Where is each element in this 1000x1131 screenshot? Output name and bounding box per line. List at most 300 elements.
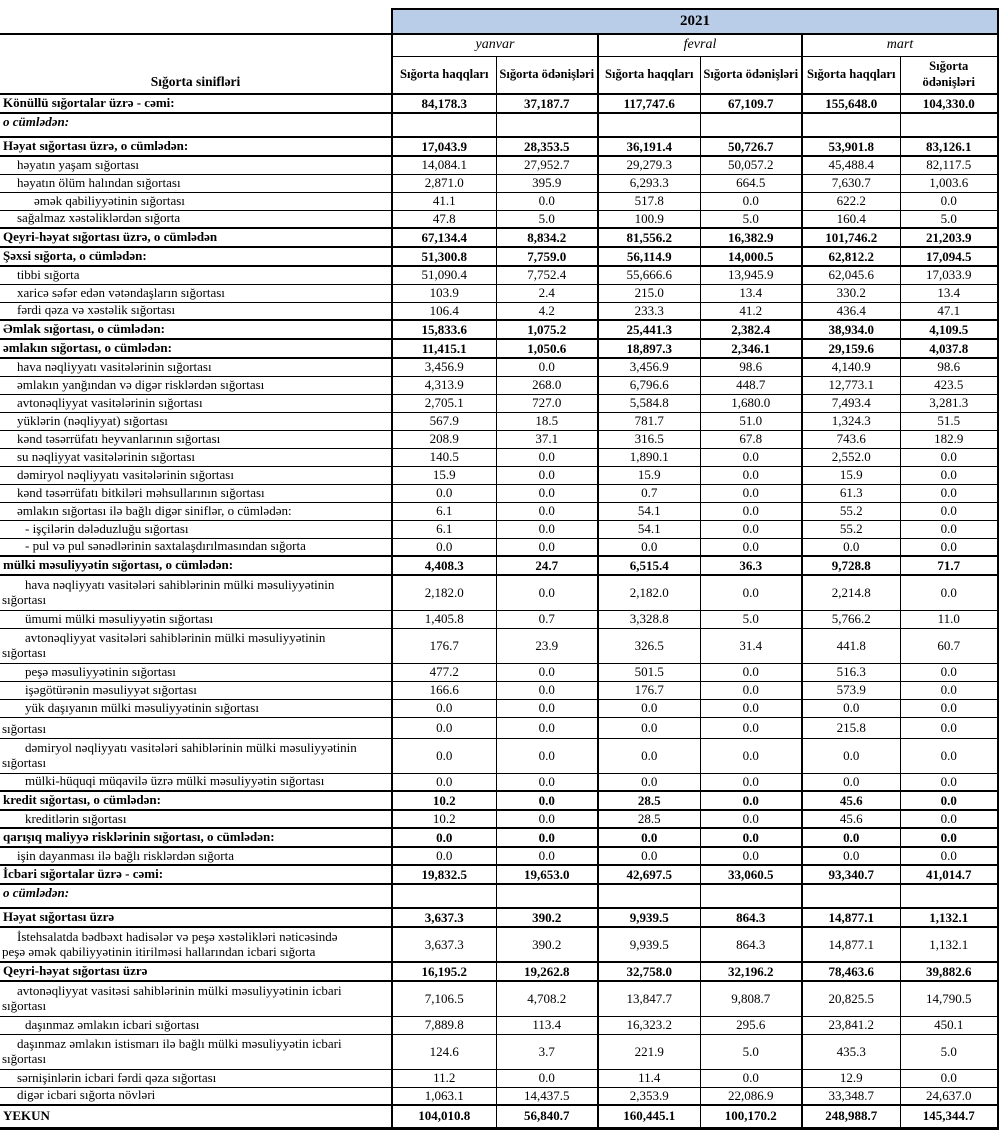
value-cell: 0.0 — [392, 699, 496, 717]
value-cell — [802, 884, 900, 908]
value-cell: 0.0 — [900, 681, 998, 699]
value-cell: 0.0 — [700, 828, 802, 847]
value-cell: 55.2 — [802, 520, 900, 538]
value-cell: 3,328.8 — [598, 610, 700, 628]
value-cell: 4,708.2 — [496, 981, 598, 1016]
value-cell: 0.0 — [598, 538, 700, 556]
table-row — [0, 610, 998, 628]
row-label — [0, 466, 392, 484]
value-cell — [802, 113, 900, 137]
row-label — [0, 430, 392, 448]
value-cell: 0.0 — [496, 1069, 598, 1087]
value-cell: 21,203.9 — [900, 228, 998, 247]
row-label-line2: sığortası — [2, 998, 47, 1013]
value-cell: 83,126.1 — [900, 137, 998, 156]
row-label-line2: peşə əmək qabiliyyətinin itirilməsi hallarından icbari sığorta — [2, 944, 316, 959]
value-cell: 160,445.1 — [598, 1105, 700, 1128]
value-cell: 0.0 — [598, 699, 700, 717]
value-cell: 0.0 — [700, 575, 802, 610]
value-cell: 5.0 — [700, 210, 802, 228]
table-row — [0, 1069, 998, 1087]
row-label — [0, 156, 392, 174]
value-cell: 13.4 — [700, 284, 802, 302]
table-row — [0, 1016, 998, 1034]
value-cell: 20,825.5 — [802, 981, 900, 1016]
insurance-statistics-table — [0, 8, 999, 1130]
value-cell: 0.0 — [700, 502, 802, 520]
row-label — [0, 810, 392, 828]
table-row — [0, 681, 998, 699]
table-row — [0, 339, 998, 358]
value-cell: 10.2 — [392, 791, 496, 810]
row-label-line1: dəmiryol nəqliyyatı vasitələri sahiblərinin mülki məsuliyyətinin — [25, 740, 357, 755]
value-cell: 0.0 — [496, 847, 598, 865]
value-cell: 567.9 — [392, 412, 496, 430]
value-cell: 2,552.0 — [802, 448, 900, 466]
value-cell: 221.9 — [598, 1034, 700, 1069]
value-cell: 14,437.5 — [496, 1087, 598, 1105]
row-label-line1: mülki məsuliyyətin sığortası, o cümlədən: — [3, 558, 234, 573]
value-cell: 140.5 — [392, 448, 496, 466]
value-cell: 12,773.1 — [802, 376, 900, 394]
value-cell: 10.2 — [392, 810, 496, 828]
value-cell: 38,934.0 — [802, 320, 900, 339]
value-cell: 3,456.9 — [598, 358, 700, 376]
row-label-line1: əmlakın sığortası ilə bağlı digər siniflər, o cümlədən: — [17, 503, 292, 518]
value-cell: 0.0 — [700, 791, 802, 810]
value-cell: 0.0 — [598, 738, 700, 773]
value-cell: 17,043.9 — [392, 137, 496, 156]
row-label — [0, 575, 392, 610]
value-cell: 573.9 — [802, 681, 900, 699]
value-cell — [700, 884, 802, 908]
value-cell: 0.0 — [900, 828, 998, 847]
table-row — [0, 113, 998, 137]
value-cell: 103.9 — [392, 284, 496, 302]
value-cell — [598, 113, 700, 137]
value-cell: 16,382.9 — [700, 228, 802, 247]
value-cell — [700, 113, 802, 137]
row-label-line1: kənd təsərrüfatı heyvanlarının sığortası — [17, 431, 221, 446]
value-cell: 16,323.2 — [598, 1016, 700, 1034]
month-header-yanvar: yanvar — [392, 34, 598, 56]
table-row — [0, 302, 998, 320]
value-cell: 326.5 — [598, 628, 700, 663]
row-label-line1: Könüllü sığortalar üzrə - cəmi: — [3, 96, 175, 111]
value-cell: 4.2 — [496, 302, 598, 320]
row-label — [0, 502, 392, 520]
row-label-line1: həyatın ölüm halından sığortası — [17, 175, 181, 190]
value-cell: 14,877.1 — [802, 927, 900, 962]
row-label-line1: işəgötürənin məsuliyyət sığortası — [25, 682, 197, 697]
table-row — [0, 210, 998, 228]
row-label — [0, 927, 392, 962]
value-cell: 22,086.9 — [700, 1087, 802, 1105]
value-cell: 0.0 — [700, 520, 802, 538]
value-cell: 215.8 — [802, 717, 900, 738]
value-cell: 14,877.1 — [802, 908, 900, 927]
table-row — [0, 266, 998, 284]
value-cell: 4,037.8 — [900, 339, 998, 358]
value-cell: 0.0 — [900, 466, 998, 484]
row-label — [0, 520, 392, 538]
value-cell: 27,952.7 — [496, 156, 598, 174]
value-cell: 14,790.5 — [900, 981, 998, 1016]
row-label — [0, 791, 392, 810]
month-row — [0, 34, 998, 56]
value-cell: 14,000.5 — [700, 247, 802, 266]
value-cell: 3.7 — [496, 1034, 598, 1069]
value-cell: 0.0 — [900, 663, 998, 681]
value-cell: 448.7 — [700, 376, 802, 394]
value-cell: 0.0 — [496, 484, 598, 502]
row-label-line2: sığortası — [2, 721, 47, 736]
value-cell: 28.5 — [598, 810, 700, 828]
value-cell: 7,493.4 — [802, 394, 900, 412]
row-label-line1: YEKUN — [3, 1108, 50, 1123]
table-row — [0, 865, 998, 884]
value-cell: 7,106.5 — [392, 981, 496, 1016]
value-cell: 2,353.9 — [598, 1087, 700, 1105]
value-cell: 0.0 — [598, 828, 700, 847]
value-cell: 45.6 — [802, 810, 900, 828]
value-cell: 0.0 — [496, 538, 598, 556]
value-cell: 0.0 — [392, 738, 496, 773]
value-cell: 208.9 — [392, 430, 496, 448]
value-cell: 9,808.7 — [700, 981, 802, 1016]
row-label-line2: sığortası — [2, 755, 47, 770]
value-cell: 0.0 — [496, 681, 598, 699]
table-row — [0, 628, 998, 663]
value-cell: 6,515.4 — [598, 556, 700, 575]
value-cell: 0.0 — [700, 466, 802, 484]
row-label-line1: Qeyri-həyat sığortası üzrə — [3, 964, 148, 979]
row-label — [0, 192, 392, 210]
value-cell: 0.0 — [802, 773, 900, 791]
table-row — [0, 466, 998, 484]
row-label — [0, 717, 392, 738]
value-cell: 6,796.6 — [598, 376, 700, 394]
value-cell: 477.2 — [392, 663, 496, 681]
row-label-line1: İcbari sığortalar üzrə - cəmi: — [3, 867, 164, 882]
value-cell: 106.4 — [392, 302, 496, 320]
value-cell: 4,408.3 — [392, 556, 496, 575]
table-header — [0, 9, 998, 94]
value-cell: 316.5 — [598, 430, 700, 448]
value-cell: 0.0 — [700, 681, 802, 699]
value-cell: 0.0 — [802, 847, 900, 865]
value-cell: 0.0 — [700, 773, 802, 791]
value-cell: 8,834.2 — [496, 228, 598, 247]
table-row — [0, 228, 998, 247]
value-cell: 7,630.7 — [802, 174, 900, 192]
table-row — [0, 284, 998, 302]
value-cell: 71.7 — [900, 556, 998, 575]
table-row — [0, 908, 998, 927]
row-label — [0, 981, 392, 1016]
value-cell: 55.2 — [802, 502, 900, 520]
value-cell: 864.3 — [700, 927, 802, 962]
value-cell: 6,293.3 — [598, 174, 700, 192]
value-cell: 67,109.7 — [700, 94, 802, 113]
value-cell: 2,346.1 — [700, 339, 802, 358]
value-cell: 51.0 — [700, 412, 802, 430]
value-cell: 37.1 — [496, 430, 598, 448]
value-cell: 36.3 — [700, 556, 802, 575]
row-label-line1: hava nəqliyyatı vasitələrinin sığortası — [17, 359, 212, 374]
value-cell: 51,300.8 — [392, 247, 496, 266]
value-cell: 32,758.0 — [598, 962, 700, 981]
row-label-line1: fərdi qəza və xəstəlik sığortası — [17, 303, 176, 318]
value-cell: 0.0 — [496, 192, 598, 210]
value-cell: 0.0 — [700, 699, 802, 717]
value-cell: 0.0 — [802, 699, 900, 717]
row-label — [0, 738, 392, 773]
row-label — [0, 1087, 392, 1105]
value-cell: 622.2 — [802, 192, 900, 210]
row-label — [0, 538, 392, 556]
value-cell: 60.7 — [900, 628, 998, 663]
value-cell — [496, 884, 598, 908]
row-label — [0, 320, 392, 339]
value-cell: 2,382.4 — [700, 320, 802, 339]
value-cell: 3,281.3 — [900, 394, 998, 412]
col-header-payment-mart: Sığorta ödənişləri — [900, 56, 998, 94]
value-cell: 5.0 — [700, 610, 802, 628]
table-row — [0, 981, 998, 1016]
row-label-line1: digər icbari sığorta növləri — [17, 1088, 156, 1103]
value-cell: 54.1 — [598, 502, 700, 520]
row-label-line1: Həyat sığortası üzrə — [3, 910, 115, 925]
value-cell: 15.9 — [598, 466, 700, 484]
value-cell: 0.0 — [598, 847, 700, 865]
row-label — [0, 302, 392, 320]
value-cell: 36,191.4 — [598, 137, 700, 156]
value-cell: 0.0 — [392, 828, 496, 847]
row-label — [0, 394, 392, 412]
value-cell: 93,340.7 — [802, 865, 900, 884]
table-row — [0, 156, 998, 174]
value-cell: 3,637.3 — [392, 908, 496, 927]
value-cell: 0.0 — [900, 738, 998, 773]
value-cell — [900, 884, 998, 908]
row-label-line1: kreditlərin sığortası — [25, 811, 127, 826]
value-cell: 39,882.6 — [900, 962, 998, 981]
row-label — [0, 113, 392, 137]
value-cell: 41,014.7 — [900, 865, 998, 884]
value-cell: 395.9 — [496, 174, 598, 192]
value-cell: 0.0 — [802, 828, 900, 847]
value-cell: 0.0 — [392, 484, 496, 502]
value-cell: 29,159.6 — [802, 339, 900, 358]
row-label — [0, 962, 392, 981]
value-cell: 47.8 — [392, 210, 496, 228]
row-label-line1: dəmiryol nəqliyyatı vasitələrinin sığortası — [17, 467, 234, 482]
table-row — [0, 376, 998, 394]
value-cell: 743.6 — [802, 430, 900, 448]
row-label — [0, 448, 392, 466]
value-cell: 0.0 — [700, 448, 802, 466]
row-label-line1: - işçilərin dələduzluğu sığortası — [25, 521, 189, 536]
row-label-line1: daşınmaz əmlakın icbari sığortası — [25, 1017, 200, 1032]
value-cell: 25,441.3 — [598, 320, 700, 339]
value-cell: 56,114.9 — [598, 247, 700, 266]
value-cell: 2,182.0 — [392, 575, 496, 610]
value-cell: 0.0 — [392, 847, 496, 865]
value-cell: 233.3 — [598, 302, 700, 320]
value-cell: 56,840.7 — [496, 1105, 598, 1128]
table-row — [0, 927, 998, 962]
row-label-line1: Şəxsi sığorta, o cümlədən: — [3, 249, 147, 264]
value-cell: 268.0 — [496, 376, 598, 394]
value-cell: 32,196.2 — [700, 962, 802, 981]
col-header-premium-yanvar: Sığorta haqqları — [392, 56, 496, 94]
value-cell: 41.2 — [700, 302, 802, 320]
row-label-line1: sağalmaz xəstəliklərdən sığorta — [17, 211, 181, 226]
value-cell: 664.5 — [700, 174, 802, 192]
table-row — [0, 192, 998, 210]
year-header: 2021 — [392, 9, 998, 34]
row-label-line1: peşə məsuliyyətinin sığortası — [25, 664, 176, 679]
row-label-line1: Əmlak sığortası, o cümlədən: — [3, 322, 165, 337]
value-cell: 0.0 — [900, 575, 998, 610]
value-cell: 0.0 — [700, 738, 802, 773]
table-row — [0, 94, 998, 113]
value-cell: 781.7 — [598, 412, 700, 430]
value-cell: 18.5 — [496, 412, 598, 430]
value-cell: 17,094.5 — [900, 247, 998, 266]
value-cell: 104,010.8 — [392, 1105, 496, 1128]
page — [0, 8, 1000, 1131]
table-row — [0, 320, 998, 339]
row-label — [0, 610, 392, 628]
value-cell: 0.0 — [392, 538, 496, 556]
value-cell: 0.0 — [496, 791, 598, 810]
value-cell: 18,897.3 — [598, 339, 700, 358]
value-cell: 55,666.6 — [598, 266, 700, 284]
value-cell: 0.7 — [598, 484, 700, 502]
value-cell: 0.0 — [900, 699, 998, 717]
value-cell: 117,747.6 — [598, 94, 700, 113]
row-label — [0, 210, 392, 228]
value-cell: 15.9 — [802, 466, 900, 484]
value-cell: 0.0 — [496, 575, 598, 610]
value-cell: 100.9 — [598, 210, 700, 228]
row-label-line1: hava nəqliyyatı vasitələri sahiblərinin mülki məsuliyyətinin — [25, 578, 335, 593]
row-label — [0, 137, 392, 156]
value-cell: 5.0 — [496, 210, 598, 228]
value-cell: 0.0 — [598, 717, 700, 738]
value-cell: 1,680.0 — [700, 394, 802, 412]
table-row — [0, 394, 998, 412]
row-label-line1: daşınmaz əmlakın istismarı ilə bağlı mülki məsuliyyətin icbari — [17, 1036, 342, 1051]
row-label — [0, 628, 392, 663]
value-cell: 61.3 — [802, 484, 900, 502]
row-label-line1: mülki-hüquqi müqavilə üzrə mülki məsuliyyətin sığortası — [25, 774, 325, 789]
row-label-line1: əmlakın sığortası, o cümlədən: — [3, 341, 172, 356]
table-row — [0, 773, 998, 791]
value-cell — [598, 884, 700, 908]
month-header-fevral: fevral — [598, 34, 802, 56]
value-cell: 19,653.0 — [496, 865, 598, 884]
value-cell: 0.0 — [700, 847, 802, 865]
row-label — [0, 247, 392, 266]
value-cell: 516.3 — [802, 663, 900, 681]
table-row — [0, 810, 998, 828]
value-cell: 7,889.8 — [392, 1016, 496, 1034]
table-row — [0, 484, 998, 502]
value-cell: 215.0 — [598, 284, 700, 302]
row-label-line1: kredit sığortası, o cümlədən: — [3, 793, 161, 808]
value-cell: 2,214.8 — [802, 575, 900, 610]
value-cell: 5.0 — [700, 1034, 802, 1069]
value-cell: 330.2 — [802, 284, 900, 302]
value-cell: 155,648.0 — [802, 94, 900, 113]
value-cell: 45.6 — [802, 791, 900, 810]
value-cell: 0.0 — [802, 538, 900, 556]
value-cell: 0.0 — [496, 358, 598, 376]
row-label — [0, 884, 392, 908]
value-cell: 1,890.1 — [598, 448, 700, 466]
value-cell: 0.0 — [392, 717, 496, 738]
value-cell: 0.0 — [900, 773, 998, 791]
value-cell: 295.6 — [700, 1016, 802, 1034]
value-cell: 1,003.6 — [900, 174, 998, 192]
value-cell: 2.4 — [496, 284, 598, 302]
row-label — [0, 412, 392, 430]
row-label-line2: sığortası — [2, 1051, 47, 1066]
table-row — [0, 884, 998, 908]
row-label-line1: o cümlədən: — [3, 885, 70, 900]
value-cell: 13,945.9 — [700, 266, 802, 284]
value-cell: 6.1 — [392, 502, 496, 520]
row-label-line1: o cümlədən: — [3, 114, 70, 129]
table-row — [0, 448, 998, 466]
value-cell: 84,178.3 — [392, 94, 496, 113]
row-label — [0, 174, 392, 192]
value-cell: 0.0 — [900, 717, 998, 738]
row-label — [0, 1069, 392, 1087]
row-label-line1: xaricə səfər edən vətəndaşların sığortası — [17, 285, 225, 300]
col-header-premium-fevral: Sığorta haqqları — [598, 56, 700, 94]
value-cell: 3,456.9 — [392, 358, 496, 376]
row-label — [0, 699, 392, 717]
value-cell: 9,939.5 — [598, 908, 700, 927]
value-cell: 5,766.2 — [802, 610, 900, 628]
value-cell: 62,812.2 — [802, 247, 900, 266]
table-row — [0, 520, 998, 538]
corner-cell — [0, 9, 392, 34]
row-label-line1: avtonəqliyyat vasitələrinin sığortası — [17, 395, 203, 410]
value-cell: 0.0 — [496, 810, 598, 828]
value-cell: 6.1 — [392, 520, 496, 538]
value-cell: 0.0 — [496, 699, 598, 717]
value-cell: 9,939.5 — [598, 927, 700, 962]
row-label-line1: - pul və pul sənədlərinin saxtalaşdırılmasından sığorta — [25, 539, 306, 554]
value-cell: 81,556.2 — [598, 228, 700, 247]
value-cell: 19,832.5 — [392, 865, 496, 884]
table-row — [0, 1087, 998, 1105]
value-cell: 1,405.8 — [392, 610, 496, 628]
row-label-line1: avtonəqliyyat vasitələri sahiblərinin mülki məsuliyyətinin — [25, 630, 326, 645]
row-label — [0, 828, 392, 847]
value-cell: 51,090.4 — [392, 266, 496, 284]
table-row — [0, 137, 998, 156]
value-cell: 166.6 — [392, 681, 496, 699]
value-cell: 23,841.2 — [802, 1016, 900, 1034]
value-cell: 3,637.3 — [392, 927, 496, 962]
row-label — [0, 94, 392, 113]
